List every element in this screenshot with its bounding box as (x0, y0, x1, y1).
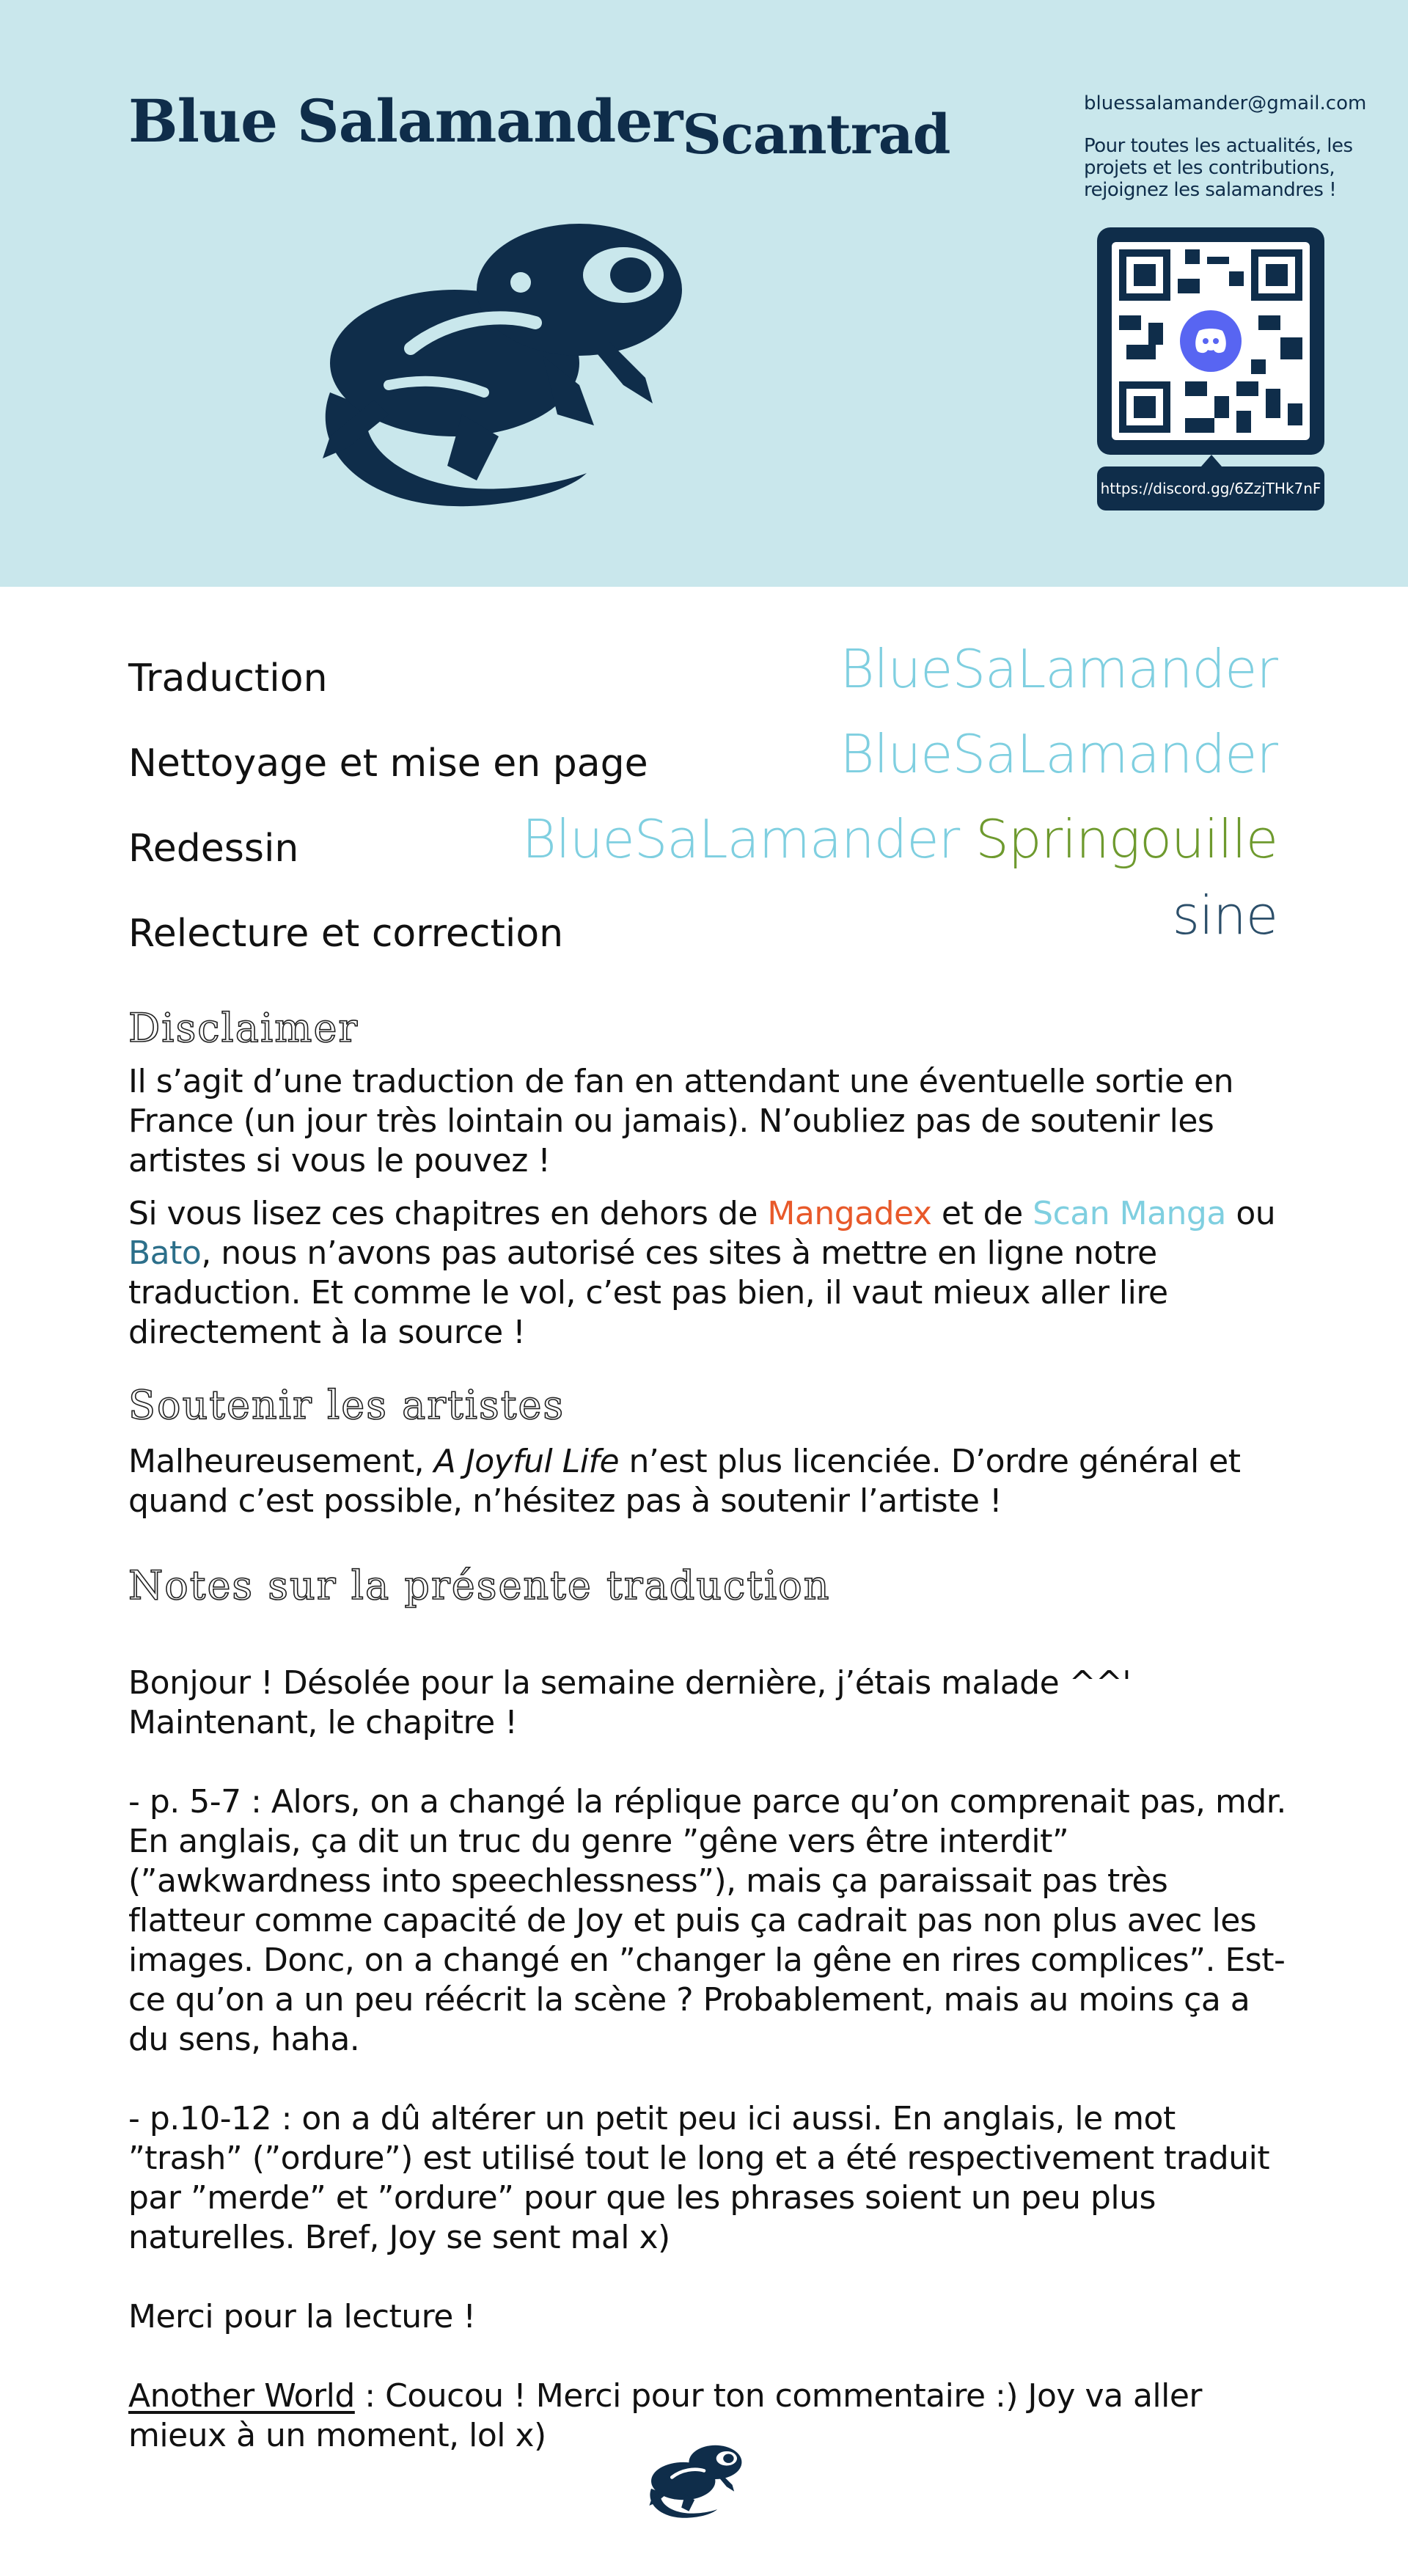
contact-block (1084, 92, 1367, 201)
scanmanga-link[interactable]: Scan Manga (1033, 1195, 1226, 1232)
support-a: Malheureusement, (128, 1443, 434, 1480)
notes-p2: - p. 5-7 : Alors, on a changé la réplique parce qu’on comprenait pas, mdr. En anglais, ça dit un truc du genre ”gêne vers être interdit” (”awkwardness into speechlessness”), mais ça paraissait pas très flatteur comme capacité de Joy et puis ça cadrait pas non plus avec les images. Donc, on a changé en ”changer la gêne en rires complices”. Est-ce qu’on a un peu réécrit la scène ? Probablement, mais au moins ça a du sens, haha. (128, 1783, 1286, 2058)
notes-p5-text: : Coucou ! Merci pour ton commentaire :) Joy va aller mieux à un moment, lol x) (128, 2377, 1203, 2454)
email-address[interactable]: bluessalamander@gmail.com (1084, 92, 1367, 114)
support-text (128, 1442, 1287, 1521)
credit-redraw-1: BlueSaLamander (521, 808, 960, 870)
notes-title: Notes sur la présente traduction (128, 1562, 831, 1609)
mangadex-link[interactable]: Mangadex (767, 1195, 932, 1232)
notes-p1: Bonjour ! Désolée pour la semaine dernière, j’étais malade ^^' Maintenant, le chapitre ! (128, 1664, 1131, 1741)
role-redraw: Redessin (128, 827, 299, 871)
credit-proofreading: sine (1172, 885, 1277, 946)
credit-redraw (522, 808, 1277, 870)
discord-link[interactable]: https://discord.gg/6ZzjTHk7nF (1097, 466, 1324, 511)
notes-text (128, 1664, 1287, 2456)
work-title: A Joyful Life (433, 1443, 620, 1480)
qr-code-area (1112, 242, 1310, 440)
notes-p4: Merci pour la lecture ! (128, 2298, 476, 2335)
commenter-name: Another World (128, 2377, 355, 2415)
brand-sub: Scantrad (682, 103, 950, 167)
role-cleaning: Nettoyage et mise en page (128, 742, 648, 786)
salamander-footer-icon (638, 2435, 770, 2523)
discord-icon (1193, 326, 1228, 356)
role-translation: Traduction (128, 656, 328, 700)
notes-p3: - p.10-12 : on a dû altérer un petit peu ici aussi. En anglais, le mot ”trash” (”ordure”) est utilisé tout le long et a été respectivement traduit par ”merde” et ”ordure” pour que les phrases soient un peu plus naturelles. Bref, Joy se sent mal x) (128, 2100, 1270, 2256)
salamander-icon (279, 194, 792, 517)
role-proofreading: Relecture et correction (128, 912, 564, 956)
disclaimer-p2-b: et de (931, 1195, 1033, 1232)
qr-pointer (1201, 455, 1222, 466)
disclaimer-p2-a: Si vous lisez ces chapitres en dehors de (128, 1195, 768, 1232)
disclaimer-p1: Il s’agit d’une traduction de fan en attendant une éventuelle sortie en France (un jour très lointain ou jamais). N’oubliez pas de soutenir les artistes si vous le pouvez ! (128, 1063, 1234, 1179)
disclaimer-text (128, 1062, 1287, 1353)
brand-main: Blue Salamander (128, 87, 683, 155)
disclaimer-p2 (128, 1194, 1287, 1353)
support-b: n’est plus licenciée. D’ordre général et quand c’est possible, n’hésitez pas à soutenir l’artiste ! (128, 1443, 1241, 1520)
bato-link[interactable]: Bato (128, 1234, 202, 1272)
credit-redraw-2: Springouille (975, 808, 1277, 870)
credit-translation: BlueSaLamander (840, 638, 1277, 700)
qr-code-icon[interactable] (1097, 227, 1324, 455)
disclaimer-title: Disclaimer (128, 1005, 359, 1051)
join-text: Pour toutes les actualités, les projets et les contributions, rejoignez les salamandres ! (1084, 135, 1353, 201)
support-title: Soutenir les artistes (128, 1382, 565, 1428)
disclaimer-p2-c: ou (1225, 1195, 1276, 1232)
credit-cleaning: BlueSaLamander (840, 723, 1277, 785)
brand-title (128, 87, 950, 167)
disclaimer-p2-d: , nous n’avons pas autorisé ces sites à mettre en ligne notre traduction. Et comme le vol, c’est pas bien, il vaut mieux aller lire directement à la source ! (128, 1234, 1168, 1351)
